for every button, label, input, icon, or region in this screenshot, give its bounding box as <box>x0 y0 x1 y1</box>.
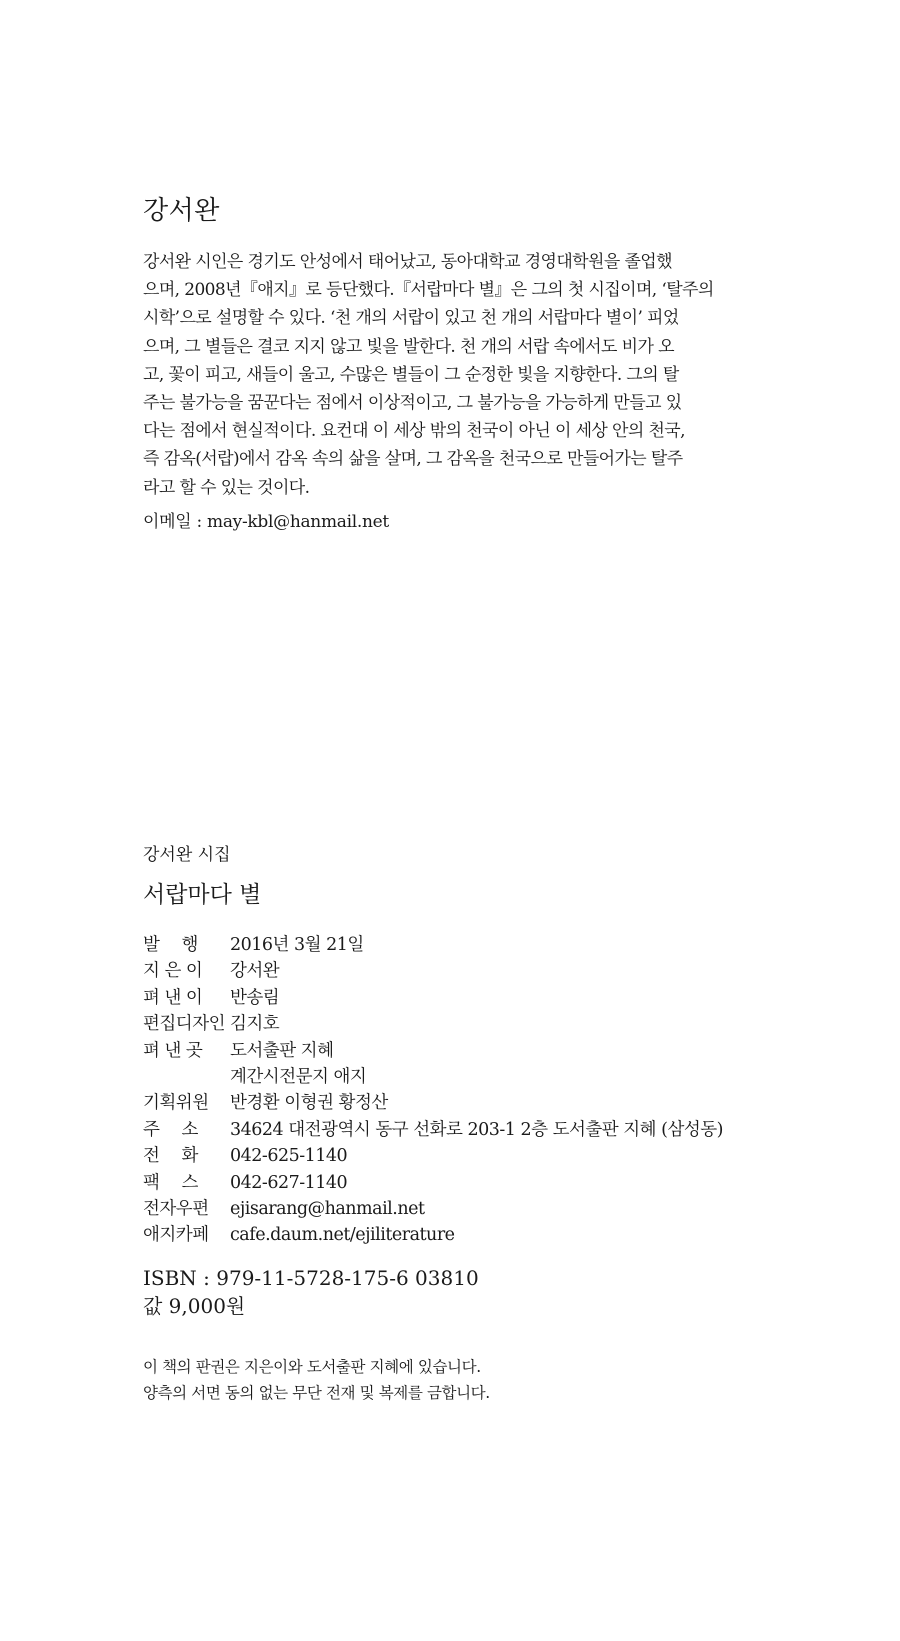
colophon-value: 반경환 이형권 황정산 <box>230 1093 388 1114</box>
copyright-notice <box>143 1355 490 1406</box>
colophon-label: 발 행 <box>143 935 198 955</box>
colophon-row-publish-date <box>143 932 723 958</box>
colophon-label: 지 은 이 <box>143 961 203 982</box>
colophon-value: 강서완 <box>230 961 280 982</box>
colophon-label: 전 화 <box>143 1146 198 1167</box>
bio-line: 즉 감옥(서랍)에서 감옥 속의 삶을 살며, 그 감옥을 천국으로 만들어가는 탈주 <box>143 449 683 470</box>
colophon-label: 팩 스 <box>143 1172 198 1193</box>
author-name: 강서완 <box>143 196 220 226</box>
colophon-row-design <box>143 1011 723 1037</box>
colophon-row-author <box>143 958 723 984</box>
bio-line: 으며, 2008년『애지』로 등단했다.『서랍마다 별』은 그의 첫 시집이며, ‘탈주의 <box>143 280 714 301</box>
colophon-label: 주 소 <box>143 1119 198 1140</box>
bio-line: 다는 점에서 현실적이다. 요컨대 이 세상 밖의 천국이 아닌 이 세상 안의 천국, <box>143 421 685 442</box>
copyright-line: 이 책의 판권은 지은이와 도서출판 지혜에 있습니다. <box>143 1358 481 1376</box>
copyright-line: 양측의 서면 동의 없는 무단 전재 및 복제를 금합니다. <box>143 1383 490 1402</box>
colophon-label: 전자우편 <box>143 1199 209 1220</box>
colophon-value: 34624 대전광역시 동구 선화로 203-1 2층 도서출판 지혜 (삼성동) <box>230 1119 724 1140</box>
colophon-row-publishing-house <box>143 1038 723 1064</box>
colophon-value: 계간시전문지 애지 <box>230 1067 367 1088</box>
colophon-value: 042-625-1140 <box>230 1146 348 1167</box>
bio-line: 으며, 그 별들은 결코 지지 않고 빛을 발한다. 천 개의 서랍 속에서도 비가 오 <box>143 336 674 357</box>
colophon-value: 2016년 3월 21일 <box>230 935 364 955</box>
bio-line: 주는 불가능을 꿈꾼다는 점에서 이상적이고, 그 불가능을 가능하게 만들고 있 <box>143 393 682 414</box>
colophon <box>143 932 723 1249</box>
colophon-row-publisher <box>143 985 723 1011</box>
series-name: 강서완 시집 <box>143 845 231 865</box>
colophon-value: cafe.daum.net/ejiliterature <box>230 1225 455 1246</box>
colophon-value: 김지호 <box>230 1014 280 1035</box>
colophon-row-fax <box>143 1170 723 1196</box>
colophon-row-email <box>143 1196 723 1222</box>
bio-line: 라고 할 수 있는 것이다. <box>143 477 310 498</box>
colophon-row-journal <box>143 1064 723 1090</box>
colophon-value: 반송림 <box>230 987 280 1008</box>
colophon-label: 애지카페 <box>143 1225 209 1246</box>
colophon-value: 042-627-1140 <box>230 1172 348 1193</box>
isbn-block <box>143 1264 479 1320</box>
colophon-value: ejisarang@hanmail.net <box>230 1199 425 1220</box>
colophon-row-cafe <box>143 1222 723 1248</box>
author-email: 이메일 : may-kbl@hanmail.net <box>143 512 389 532</box>
bio-line: 고, 꽃이 피고, 새들이 울고, 수많은 별들이 그 순정한 빛을 지향한다. 그의 탈 <box>143 364 679 385</box>
author-bio <box>143 248 763 502</box>
colophon-row-planning-committee <box>143 1090 723 1116</box>
colophon-value: 도서출판 지혜 <box>230 1040 334 1061</box>
price: 값 9,000원 <box>143 1294 246 1318</box>
bio-line: 시학’으로 설명할 수 있다. ‘천 개의 서랍이 있고 천 개의 서랍마다 별이’ 피었 <box>143 308 679 329</box>
colophon-row-phone <box>143 1143 723 1169</box>
colophon-label: 펴 낸 이 <box>143 987 203 1008</box>
colophon-label: 편집디자인 <box>143 1014 226 1035</box>
colophon-label: 기획위원 <box>143 1093 209 1114</box>
colophon-row-address <box>143 1117 723 1143</box>
bio-line: 강서완 시인은 경기도 안성에서 태어났고, 동아대학교 경영대학원을 졸업했 <box>143 252 672 272</box>
book-title: 서랍마다 별 <box>143 882 262 908</box>
colophon-label: 펴 낸 곳 <box>143 1040 203 1061</box>
isbn-number: ISBN : 979-11-5728-175-6 03810 <box>143 1266 479 1290</box>
colophon-label <box>143 1064 230 1090</box>
